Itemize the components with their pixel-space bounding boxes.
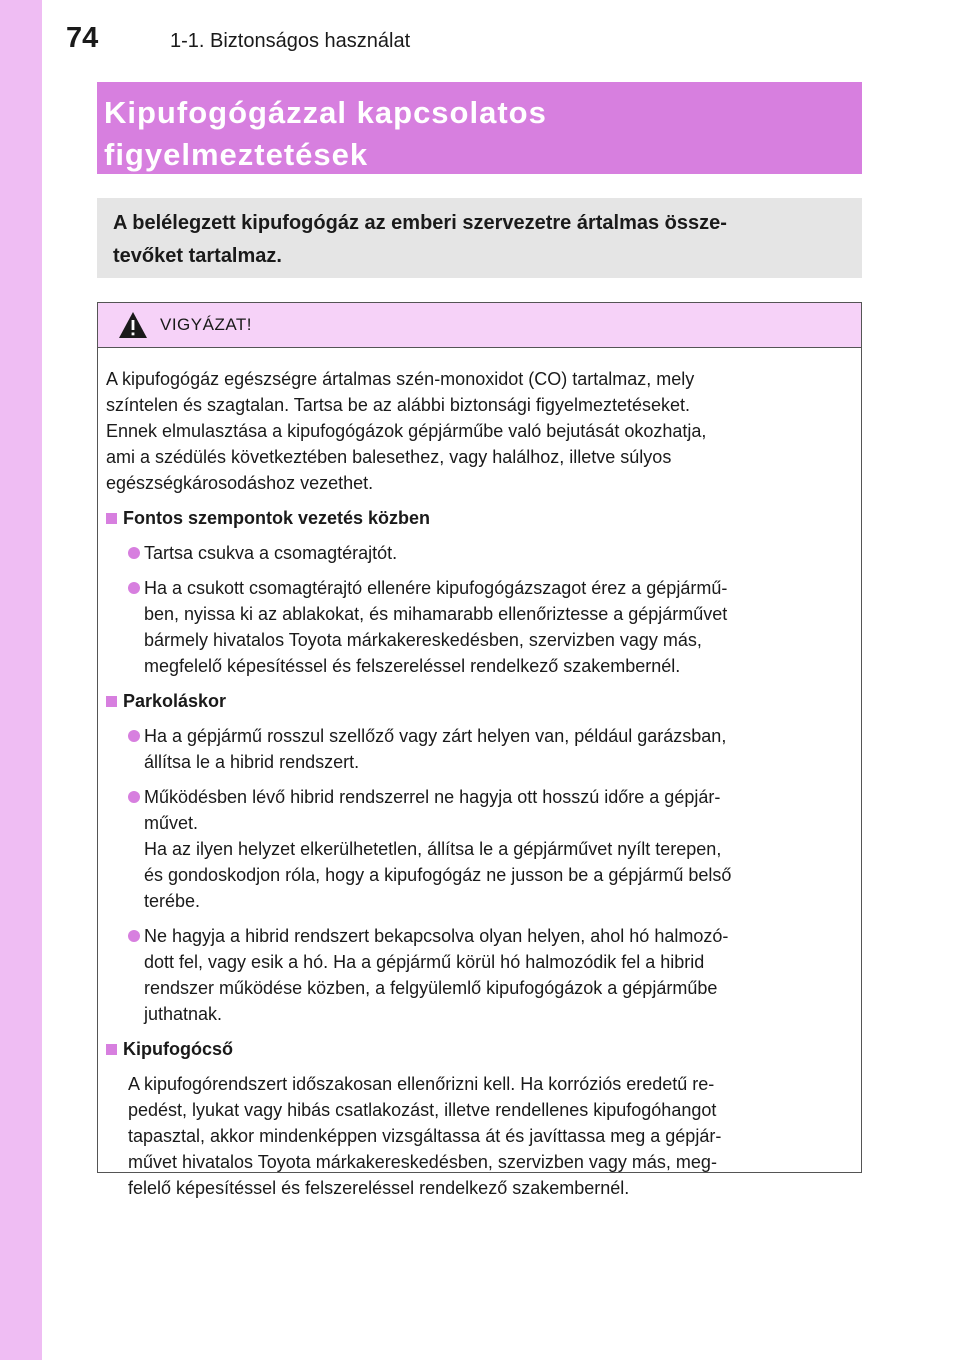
circle-bullet-icon [128,791,140,803]
section-heading-exhaust-pipe: Kipufogócső [106,1036,851,1062]
text-line: Tartsa csukva a csomagtérajtót. [144,543,398,563]
text-line: Működésben lévő hibrid rendszerrel ne hagyja ott hosszú időre a gépjár- [144,787,721,807]
text-line: A kipufogórendszert időszakosan ellenőrizni kell. Ha korróziós eredetű re- [128,1074,715,1094]
bullet-item [106,923,851,1027]
square-bullet-icon [106,513,117,524]
warning-header [98,303,861,348]
text-line: egészségkárosodáshoz vezethet. [106,473,374,493]
section-title [97,82,862,174]
text-line: és gondoskodjon róla, hogy a kipufogógáz ne jusson be a gépjármű belső [144,865,732,885]
text-line: Ennek elmulasztása a kipufogógázok gépjárműbe való bejutását okozhatja, [106,421,707,441]
text-line: Ha a gépjármű rosszul szellőző vagy zárt helyen van, például garázsban, [144,726,727,746]
warning-triangle-icon [118,311,148,339]
bullet-item [106,723,851,775]
text-line: színtelen és szagtalan. Tartsa be az alábbi biztonsági figyelmeztetéseket. [106,395,691,415]
circle-bullet-icon [128,730,140,742]
bullet-item [106,784,851,914]
square-bullet-icon [106,1044,117,1055]
text-line: ami a szédülés következtében balesethez, vagy halálhoz, illetve súlyos [106,447,672,467]
intro-box [97,198,862,278]
text-line: bármely hivatalos Toyota márkakereskedésben, szervizben vagy más, [144,630,702,650]
warning-box [97,302,862,1198]
text-line: dott fel, vagy esik a hó. Ha a gépjármű körül hó halmozódik fel a hibrid [144,952,705,972]
section-title-line: Kipufogógázzal kapcsolatos [104,95,547,130]
intro-line: tevőket tartalmaz. [113,245,282,267]
bullet-item [106,540,851,566]
section-title-line: figyelmeztetések [104,137,369,172]
intro-line: A belélegzett kipufogógáz az emberi szervezetre ártalmas össze- [113,212,727,234]
text-line: terébe. [144,891,201,911]
circle-bullet-icon [128,930,140,942]
text-line: ben, nyissa ki az ablakokat, és mihamarabb ellenőriztesse a gépjárművet [144,604,728,624]
text-line: rendszer működése közben, a felgyülemlő kipufogógázok a gépjárműbe [144,978,718,998]
bullet-item [106,575,851,679]
text-line: művet hivatalos Toyota márkakereskedésben, szervizben vagy más, meg- [128,1152,717,1172]
text-line: juthatnak. [144,1004,223,1024]
warning-title: VIGYÁZAT! [160,315,253,334]
text-line: Ne hagyja a hibrid rendszert bekapcsolva olyan helyen, ahol hó halmozó- [144,926,729,946]
warning-intro [106,366,851,496]
warning-body [98,348,861,1201]
page-number: 74 [66,22,99,54]
exhaust-pipe-text [106,1071,851,1201]
text-line: pedést, lyukat vagy hibás csatlakozást, illetve rendellenes kipufogóhangot [128,1100,717,1120]
section-heading-parking: Parkoláskor [106,688,851,714]
section-heading-driving: Fontos szempontok vezetés közben [106,505,851,531]
chapter-title: 1-1. Biztonságos használat [170,30,411,52]
side-color-band [0,0,42,1360]
text-line: tapasztal, akkor mindenképpen vizsgáltassa át és javíttassa meg a gépjár- [128,1126,722,1146]
text-line: megfelelő képesítéssel és felszereléssel rendelkező szakembernél. [144,656,681,676]
circle-bullet-icon [128,547,140,559]
text-line: A kipufogógáz egészségre ártalmas szén-monoxidot (CO) tartalmaz, mely [106,369,695,389]
text-line: felelő képesítéssel és felszereléssel rendelkező szakembernél. [128,1178,630,1198]
square-bullet-icon [106,696,117,707]
text-line: állítsa le a hibrid rendszert. [144,752,360,772]
text-line: Ha az ilyen helyzet elkerülhetetlen, állítsa le a gépjárművet nyílt terepen, [144,839,722,859]
text-line: művet. [144,813,199,833]
circle-bullet-icon [128,582,140,594]
text-line: Ha a csukott csomagtérajtó ellenére kipufogógázszagot érez a gépjármű- [144,578,728,598]
